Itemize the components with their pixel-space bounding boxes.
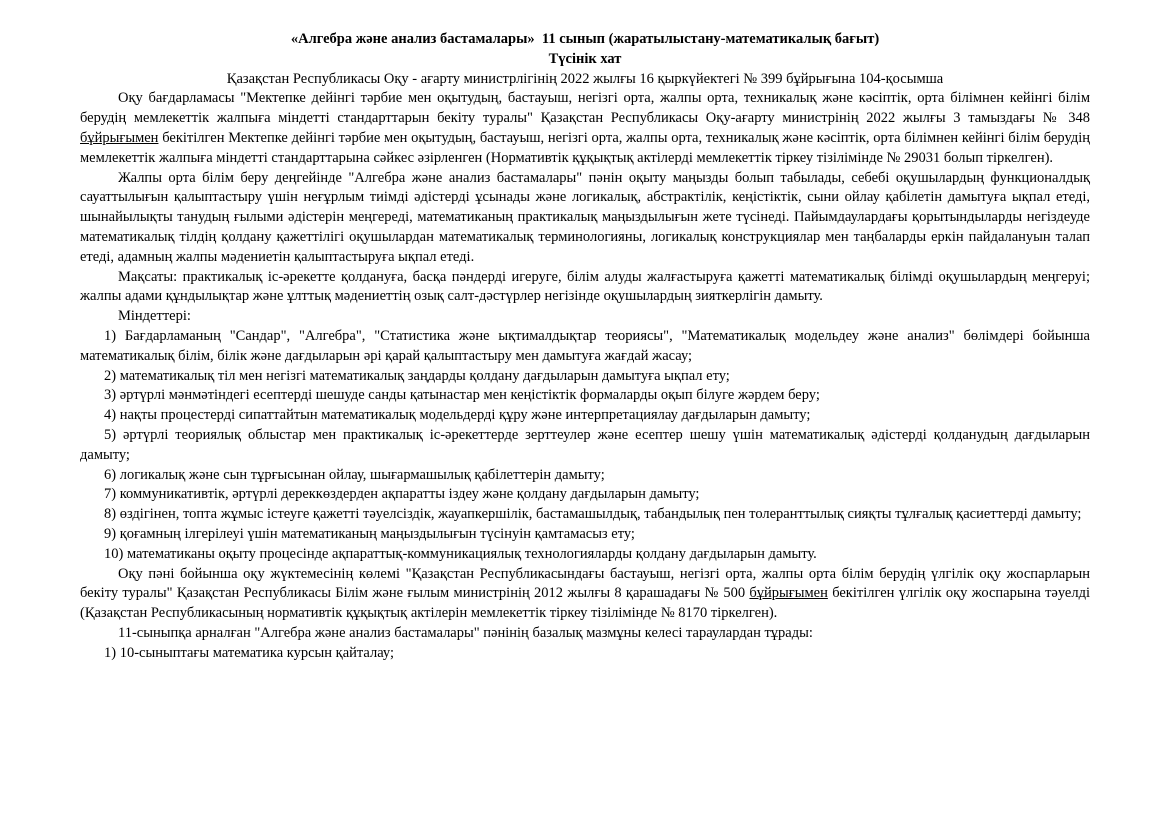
- chapter-item-1: 1) 10-сыныптағы математика курсын қайталау;: [104, 644, 395, 661]
- program-basis-text-post: бекітілген Мектепке дейінгі тәрбие мен оқытудың, бастауыш, негізгі орта, жалпы орта, техникалық және кәсіптік, орта білімнен кейінгі білім берудің мемлекеттік жалпыға міндетті стандарттарына сәйкес әзірленген (Нормативтік құқықтық актілерді мемлекеттік тіркеу тізілімінде № 29031 болып тіркелген).: [80, 129, 1090, 166]
- document-title: «Алгебра және анализ бастамалары» 11 сынып (жаратылыстану-математикалық бағыт): [290, 31, 880, 47]
- workload-text-post: бекітілген үлгілік оқу жоспарына тәуелді (Қазақстан Республикасының нормативтік құқықтық актілерін мемлекеттік тіркеу тізілімінде № 8170 тіркелген).: [80, 585, 1091, 622]
- task-item-8: 8) өздігінен, топта жұмыс істеуге қажетті тәуелсіздік, жауапкершілік, бастамашылдық, табандылық пен толеранттылық сияқты тұлғалық қасиеттерді дамыту;: [104, 506, 1082, 523]
- annex-line: Қазақстан Республикасы Оқу - ағарту министрлігінің 2022 жылғы 16 қыркүйектегі № 399 бұйрығына 104-қосымша: [226, 70, 944, 87]
- document-subtitle: Түсінік хат: [548, 50, 622, 67]
- task-item-9: 9) қоғамның ілгерілеуі үшін математиканың маңыздылығын түсінуін қамтамасыз ету;: [104, 525, 635, 542]
- program-basis-text-pre: Оқу бағдарламасы "Мектепке дейінгі тәрбие мен оқытудың, бастауыш, негізгі орта, жалпы орта, техникалық және кәсіптік, орта білімнен кейінгі білім берудің мемлекеттік жалпыға міндетті стандарттарын бекіту туралы" Қазақстан Республикасы Оқу-ағарту министрінің 2022 жылғы 3 тамыздағы № 348: [80, 90, 1090, 127]
- task-item-7: 7) коммуникативтік, әртүрлі дереккөздерден ақпаратты іздеу және қолдану дағдыларын дамыту;: [104, 486, 700, 503]
- task-item-5: 5) әртүрлі теориялық облыстар мен практикалық іс-әрекеттерде зерттеулер және есептер шешу үшін математикалық әдістерді қолданудың дағдыларын дамыту;: [80, 426, 1090, 463]
- order-500-link[interactable]: бұйрығымен: [749, 585, 828, 602]
- paragraph-workload: [80, 565, 1090, 624]
- tasks-heading: Міндеттері:: [118, 308, 191, 325]
- task-item-6: 6) логикалық және сын тұрғысынан ойлау, шығармашылық қабілеттерін дамыту;: [104, 466, 605, 483]
- paragraph-goal: Мақсаты: практикалық іс-әрекетте қолдануға, басқа пәндерді игеруге, білім алуды жалғастыруға қажетті математикалық білімді оқушылардың меңгеруі; жалпы адами құндылықтар және ұлттық мәдениеттің озық салт-дәстүрлер негізінде оқушылардың зияткерлігін дамыту.: [80, 268, 1090, 305]
- task-item-2: 2) математикалық тіл мен негізгі математикалық заңдарды қолдану дағдыларын дамытуға ықпал ету;: [104, 367, 730, 384]
- task-item-10: 10) математиканы оқыту процесінде ақпараттық-коммуникациялық технологияларды қолдану дағдыларын дамыту.: [104, 545, 817, 562]
- task-item-4: 4) нақты процестерді сипаттайтын математикалық модельдерді құру және интерпретациялау дағдыларын дамыту;: [104, 407, 811, 424]
- task-item-3: 3) әртүрлі мәнмәтіндегі есептерді шешуде санды қатынастар мен кеңістіктік формаларды оқып білуге жәрдем беру;: [104, 387, 820, 404]
- paragraph-subject-importance: Жалпы орта білім беру деңгейінде "Алгебра және анализ бастамалары" пәнін оқыту маңызды болып табылады, себебі оқушылардың функционалдық сауаттылығын қалыптастыру үшін неғұрлым тиімді әдістерді ұсынады және логикалық, абстрактілік, кеңістіктік, сыни ойлау қабілетін дамытуға ықпал етеді, шынайылықты танудың ғылыми әдістерін меңгереді, математиканың практикалық маңыздылығын жете түсінеді. Пайымдаулардағы қорытындыларды негіздеуде математикалық тілдің қолдану қажеттілігі оқушылардан математикалық терминологияны, логикалық конструкциялар мен таңбаларды еркін пайдалануын талап етеді, адамның жалпы мәдениетін қалыптастыруға ықпал етеді.: [80, 169, 1090, 265]
- task-item-1: 1) Бағдарламаның "Сандар", "Алгебра", "Статистика және ықтималдықтар теориясы", "Математикалық модельдеу және анализ" бөлімдері бойынша математикалық білім, білік және дағдыларын әрі қарай қалыптастыру мен дамытуға жағдай жасау;: [80, 327, 1090, 364]
- order-348-link[interactable]: бұйрығымен: [80, 129, 159, 146]
- paragraph-content-intro: 11-сыныпқа арналған "Алгебра және анализ бастамалары" пәнінің базалық мазмұны келесі тараулардан тұрады:: [118, 624, 813, 641]
- paragraph-program-basis: [80, 89, 1090, 168]
- workload-text-pre: Оқу пәні бойынша оқу жүктемесінің көлемі "Қазақстан Республикасындағы бастауыш, негізгі орта, жалпы орта білім берудің үлгілік оқу жоспарларын бекіту туралы" Қазақстан Республикасы Білім және ғылым министрінің 2012 жылғы 8 қарашадағы № 500: [80, 565, 1090, 602]
